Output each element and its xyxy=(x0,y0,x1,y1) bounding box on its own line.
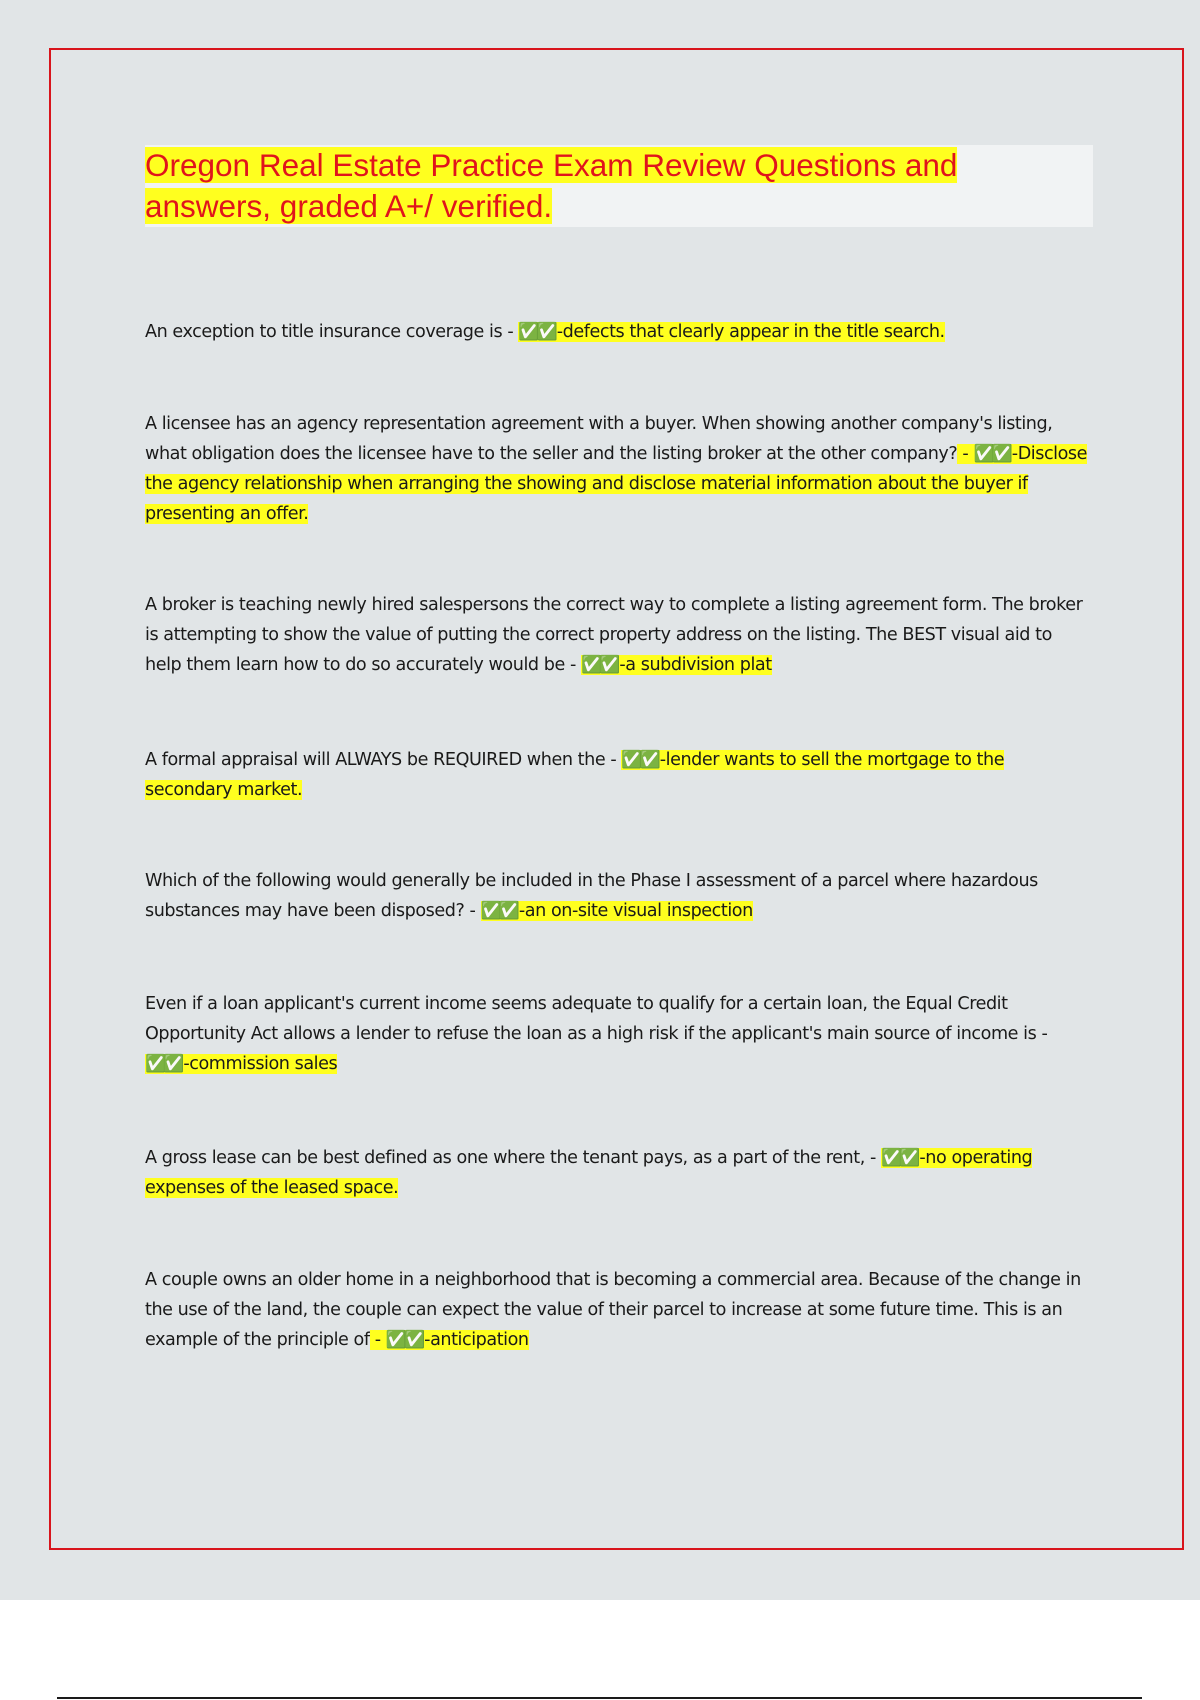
check-icon: ✅✅ xyxy=(385,1330,423,1350)
qa-item-6 xyxy=(145,989,1090,1079)
answer-prefix: - xyxy=(1011,444,1018,464)
answer-prefix: - xyxy=(659,750,666,770)
title-block xyxy=(145,145,1093,227)
question-text: A formal appraisal will ALWAYS be REQUIRED when the xyxy=(145,750,606,770)
question-text: A couple owns an older home in a neighborhood that is becoming a commercial area. Because of the change in the use of the land, the couple can expect the value of their parcel to increase at some future time. This is an example of the principle of xyxy=(145,1270,1081,1350)
question-text: Even if a loan applicant's current income seems adequate to qualify for a certain loan, the Equal Credit Opportunity Act allows a lender to refuse the loan as a high risk if the applicant's main source of income is xyxy=(145,994,1037,1044)
document-title-text: Oregon Real Estate Practice Exam Review Questions and answers, graded A+/ verified. xyxy=(145,147,958,224)
answer-text: no operating expenses of the leased space. xyxy=(145,1148,1033,1198)
answer-prefix: - xyxy=(424,1330,431,1350)
document-title xyxy=(145,145,1005,227)
check-icon: ✅✅ xyxy=(480,901,517,921)
answer-text: a subdivision plat xyxy=(625,655,772,675)
separator: - xyxy=(464,901,481,921)
question-text: A licensee has an agency representation agreement with a buyer. When showing another company's listing, what obligation does the licensee have to the seller and the listing broker at the other company? xyxy=(145,414,1053,464)
qa-item-1 xyxy=(145,317,1090,347)
separator: - xyxy=(564,655,582,675)
check-icon: ✅✅ xyxy=(973,444,1010,464)
separator: - xyxy=(864,1148,882,1168)
separator: - xyxy=(369,1330,386,1350)
answer-text: lender wants to sell the mortgage to the secondary market. xyxy=(145,750,1005,800)
separator: - xyxy=(502,322,519,342)
qa-item-7 xyxy=(145,1143,1090,1203)
answer-text: anticipation xyxy=(430,1330,529,1350)
check-icon: ✅✅ xyxy=(621,750,658,770)
answer-highlight xyxy=(370,1330,529,1350)
answer-text: an on-site visual inspection xyxy=(524,901,753,921)
answer-text: commission sales xyxy=(189,1054,338,1074)
separator: - xyxy=(605,750,622,770)
answer-prefix: - xyxy=(518,901,525,921)
answer-prefix: - xyxy=(919,1148,926,1168)
answer-prefix: - xyxy=(619,655,626,675)
check-icon: ✅✅ xyxy=(881,1148,918,1168)
check-icon: ✅✅ xyxy=(518,322,555,342)
qa-item-3 xyxy=(145,590,1090,680)
separator: - xyxy=(957,444,974,464)
qa-item-5 xyxy=(145,866,1090,926)
answer-prefix: - xyxy=(556,322,563,342)
question-text: An exception to title insurance coverage is xyxy=(145,322,503,342)
question-text: Which of the following would generally be included in the Phase I assessment of a parcel where hazardous substances may have been disposed? xyxy=(145,871,1038,921)
question-text: A broker is teaching newly hired salespersons the correct way to complete a listing agreement form. The broker is attempting to show the value of putting the correct property address on the listing. The BEST visual aid to help them learn how to do so accurately would be xyxy=(145,595,1083,675)
answer-highlight xyxy=(145,1054,337,1074)
qa-item-4 xyxy=(145,745,1090,805)
question-text: A gross lease can be best defined as one where the tenant pays, as a part of the rent, xyxy=(145,1148,865,1168)
qa-item-8 xyxy=(145,1265,1090,1355)
answer-text: defects that clearly appear in the title search. xyxy=(562,322,945,342)
answer-text: Disclose the agency relationship when arranging the showing and disclose material information about the buyer if presenting an offer. xyxy=(145,444,1088,524)
separator: - xyxy=(1036,1024,1048,1044)
qa-item-2 xyxy=(145,409,1090,529)
check-icon: ✅✅ xyxy=(145,1054,182,1074)
answer-highlight xyxy=(518,322,944,342)
footer-divider xyxy=(57,1697,1142,1699)
check-icon: ✅✅ xyxy=(581,655,618,675)
answer-highlight xyxy=(481,901,753,921)
answer-prefix: - xyxy=(183,1054,190,1074)
answer-highlight xyxy=(581,655,772,675)
